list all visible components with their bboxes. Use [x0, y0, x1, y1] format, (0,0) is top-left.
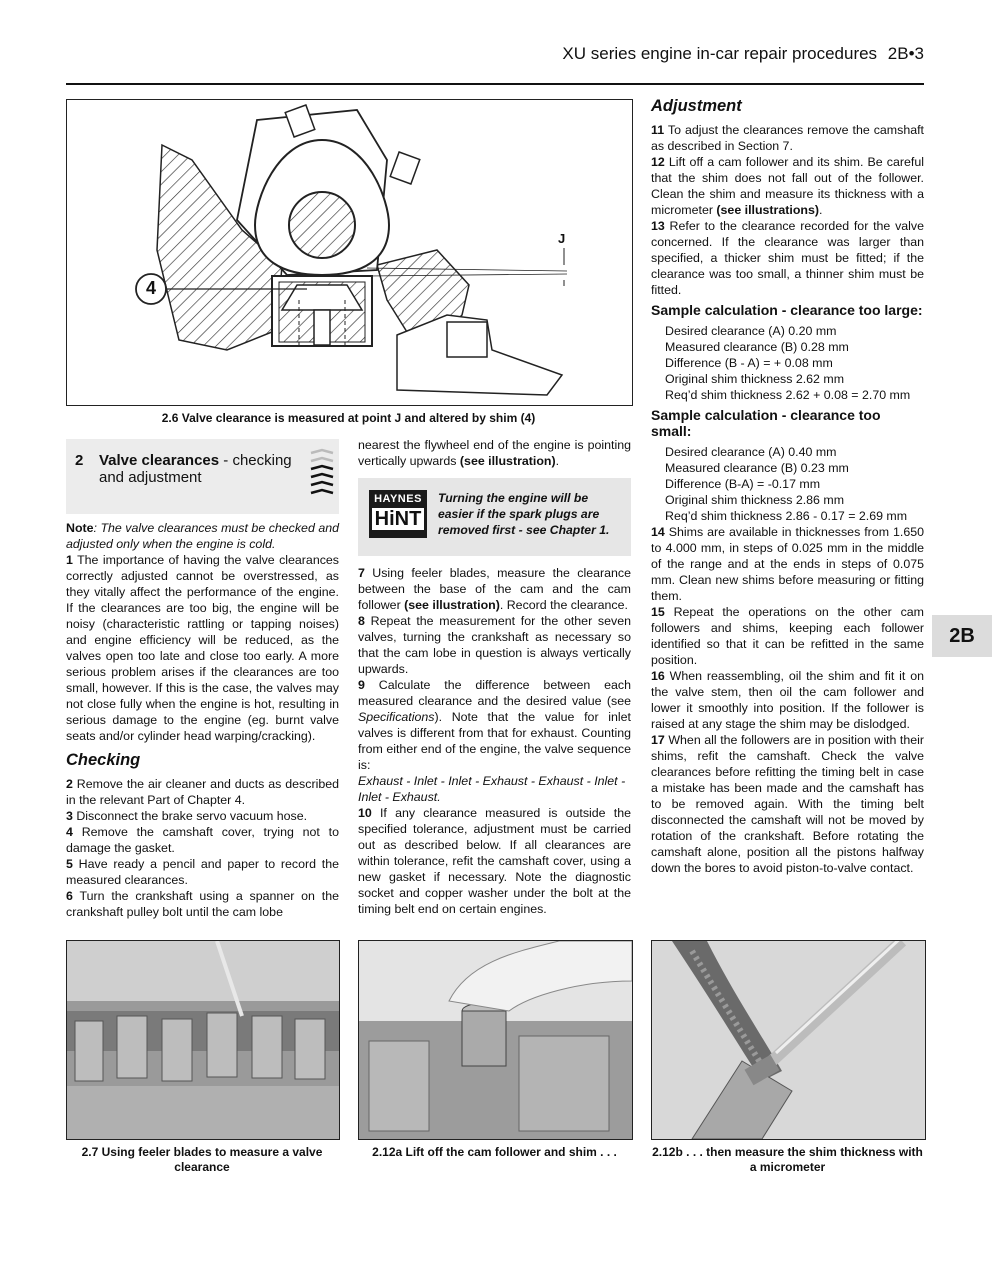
para-11-number: 11	[651, 123, 665, 137]
para-12-reference: (see illustrations)	[716, 203, 819, 217]
para-14-number: 14	[651, 525, 665, 539]
para-2: Remove the air cleaner and ducts as described in the relevant Part of Chapter 4.	[66, 777, 339, 807]
para-3-number: 3	[66, 809, 73, 823]
para-17-number: 17	[651, 733, 665, 747]
para-8: Repeat the measurement for the other seven valves, turning the crankshaft as necessary so that the cam lobe in question is always vertically upwards.	[358, 614, 631, 676]
para-10-number: 10	[358, 806, 372, 820]
para-10: If any clearance measured is outside the specified tolerance, adjustment must be carried out as described below. If all clearances are within tolerance, refit the camshaft cover, using a new gasket if necessary. Note the diagnostic socket and copper washer under the bolt at the timing belt end on certain engines.	[358, 806, 631, 916]
section-heading-box	[66, 439, 339, 514]
para-9a: Calculate the difference between each measured clearance and the desired value (see	[358, 678, 631, 708]
para-1: The importance of having the valve clearances correctly adjusted cannot be overstressed, as they vitally affect the performance of the engine. If the clearances are too big, the engine will be noisy (characteristic rattling or tapping noises) and engine efficiency will be reduced, as the valves open too late and close too early. A more serious problem arises if the clearances are too small, however. If this is the case, the valves may not close fully when the engine is hot, resulting in serious damage to the engine (eg. burnt valve seats and/or cylinder head warping/cracking).	[66, 553, 339, 743]
para-7-number: 7	[358, 566, 365, 580]
section-number: 2	[75, 452, 84, 469]
photo-caption-2-12a: 2.12a Lift off the cam follower and shim . . .	[372, 1145, 617, 1159]
para-12b: .	[819, 203, 823, 217]
para-12-number: 12	[651, 155, 665, 169]
haynes-hint-logo	[369, 490, 427, 538]
para-5: Have ready a pencil and paper to record the measured clearances.	[66, 857, 339, 887]
middle-column	[358, 565, 631, 917]
checking-heading: Checking	[66, 751, 141, 769]
para-17: When all the followers are in position with their shims, refit the camshaft. Check the valve clearances before refitting the timing belt in case a mistake has been made and the camshaft has to be removed again. With the timing belt disconnected the camshaft will not be moved by rotation of the crankshaft. Before rotating the camshaft alone, position all the pistons halfway down the bores to avoid piston-to-valve contact.	[651, 733, 924, 875]
adjustment-heading: Adjustment	[651, 97, 742, 115]
calc-large-line: Measured clearance (B) 0.28 mm	[665, 340, 849, 354]
para-2-number: 2	[66, 777, 73, 791]
para-4-number: 4	[66, 825, 73, 839]
para-1-number: 1	[66, 553, 73, 567]
calc-large-line: Desired clearance (A) 0.20 mm	[665, 324, 837, 338]
calc-small-line: Desired clearance (A) 0.40 mm	[665, 445, 837, 459]
para-3: Disconnect the brake servo vacuum hose.	[72, 809, 308, 823]
header-rule	[66, 83, 924, 85]
calc-large-line: Req’d shim thickness 2.62 + 0.08 = 2.70 mm	[665, 388, 911, 402]
middle-column-top	[358, 437, 631, 469]
calc-small-line: Difference (B-A) = -0.17 mm	[665, 477, 821, 491]
para-4: Remove the camshaft cover, trying not to damage the gasket.	[66, 825, 339, 855]
calc-small-heading: Sample calculation - clearance too small:	[651, 407, 881, 439]
para-15-number: 15	[651, 605, 665, 619]
para-13: Refer to the clearance recorded for the valve concerned. If the clearance was larger than specified, a thicker shim must be fitted; if the clearance was too small, a thinner shim must be fitted.	[651, 219, 924, 297]
calc-large-heading: Sample calculation - clearance too large:	[651, 302, 923, 318]
calc-large-line: Original shim thickness 2.62 mm	[665, 372, 845, 386]
para-8-number: 8	[358, 614, 365, 628]
para-6-continued: nearest the flywheel end of the engine is pointing vertically upwards	[358, 438, 631, 468]
section-title	[99, 452, 299, 486]
note-label: Note	[66, 521, 94, 535]
para-7-reference: (see illustration)	[404, 598, 500, 612]
para-5-number: 5	[66, 857, 73, 871]
photo-feeler-blades	[66, 940, 340, 1140]
spanner-rating-icon	[308, 447, 336, 503]
para-12a: Lift off a cam follower and its shim. Be careful that the shim does not fall out of the follower. Clean the shim and measure its thickness with a micrometer	[651, 155, 924, 217]
running-header	[532, 44, 924, 64]
callout-j: J	[558, 231, 566, 246]
hint-text: Turning the engine will be easier if the spark plugs are removed first - see Chapter 1.	[438, 491, 610, 537]
hint-word: HiNT	[372, 508, 424, 530]
para-13-number: 13	[651, 219, 665, 233]
para-6-number: 6	[66, 889, 73, 903]
cam-shim-section-drawing	[67, 100, 632, 405]
para-15: Repeat the operations on the other cam followers and shims, keeping each follower identified so that it can be refitted in the same position.	[651, 605, 924, 667]
section-title-bold: Valve clearances	[99, 452, 220, 469]
hint-brand: HAYNES	[374, 493, 422, 505]
para-7b: . Record the clearance.	[499, 598, 628, 612]
haynes-hint-box	[358, 478, 631, 556]
photo-cam-follower-image	[359, 941, 632, 1139]
photo-caption-2-12b: 2.12b . . . then measure the shim thickness with a micrometer	[652, 1145, 923, 1174]
photo-caption-2-7: 2.7 Using feeler blades to measure a valve clearance	[81, 1145, 323, 1174]
para-9b: ). Note that the value for inlet valves is different from that for exhaust. Counting from either end of the engine, the valve sequence is:	[358, 710, 631, 772]
para-9-number: 9	[358, 678, 365, 692]
photo-feeler-blades-image	[67, 941, 339, 1139]
para-14: Shims are available in thicknesses from 1.650 to 4.000 mm, in steps of 0.025 mm in the middle of the range and at the ends in steps of 0.075 mm. Clean new shims before measuring or fitting them.	[651, 525, 924, 603]
chapter-tab: 2B	[932, 615, 992, 657]
figure-valve-clearance-diagram	[66, 99, 633, 406]
figure-caption-2-6: 2.6 Valve clearance is measured at point J and altered by shim (4)	[161, 411, 536, 425]
para-6: Turn the crankshaft using a spanner on the crankshaft pulley bolt until the cam lobe	[66, 889, 339, 919]
para-16: When reassembling, oil the shim and fit it on the valve stem, then oil the cam follower and lower it smoothly into position. If the follower is raised at any stage the shim may be dislodged.	[651, 669, 924, 731]
photo-micrometer-image	[652, 941, 925, 1139]
para-11: To adjust the clearances remove the camshaft as described in Section 7.	[651, 123, 924, 153]
calc-small-line: Req’d shim thickness 2.86 - 0.17 = 2.69 mm	[665, 509, 908, 523]
calc-small-line: Measured clearance (B) 0.23 mm	[665, 461, 849, 475]
para-7a: Using feeler blades, measure the clearance between the base of the cam and the cam follower	[358, 566, 631, 612]
valve-sequence: Exhaust - Inlet - Inlet - Exhaust - Exhaust - Inlet - Inlet - Exhaust.	[358, 774, 626, 804]
photo-micrometer	[651, 940, 926, 1140]
header-title: XU series engine in-car repair procedures	[562, 44, 878, 63]
para-6-reference: (see illustration)	[459, 454, 556, 468]
calc-small-line: Original shim thickness 2.86 mm	[665, 493, 845, 507]
para-6-end: .	[555, 454, 560, 468]
note-text: : The valve clearances must be checked and adjusted only when the engine is cold.	[66, 521, 339, 551]
specifications-ref: Specifications	[358, 710, 435, 724]
calc-large-line: Difference (B - A) = + 0.08 mm	[665, 356, 833, 370]
header-page-number: 2B•3	[887, 44, 924, 63]
callout-4: 4	[145, 278, 156, 298]
para-16-number: 16	[651, 669, 665, 683]
photo-cam-follower	[358, 940, 633, 1140]
section-title-rest: - checking and adjustment	[99, 452, 292, 486]
right-column	[651, 94, 924, 876]
left-column	[66, 520, 339, 920]
